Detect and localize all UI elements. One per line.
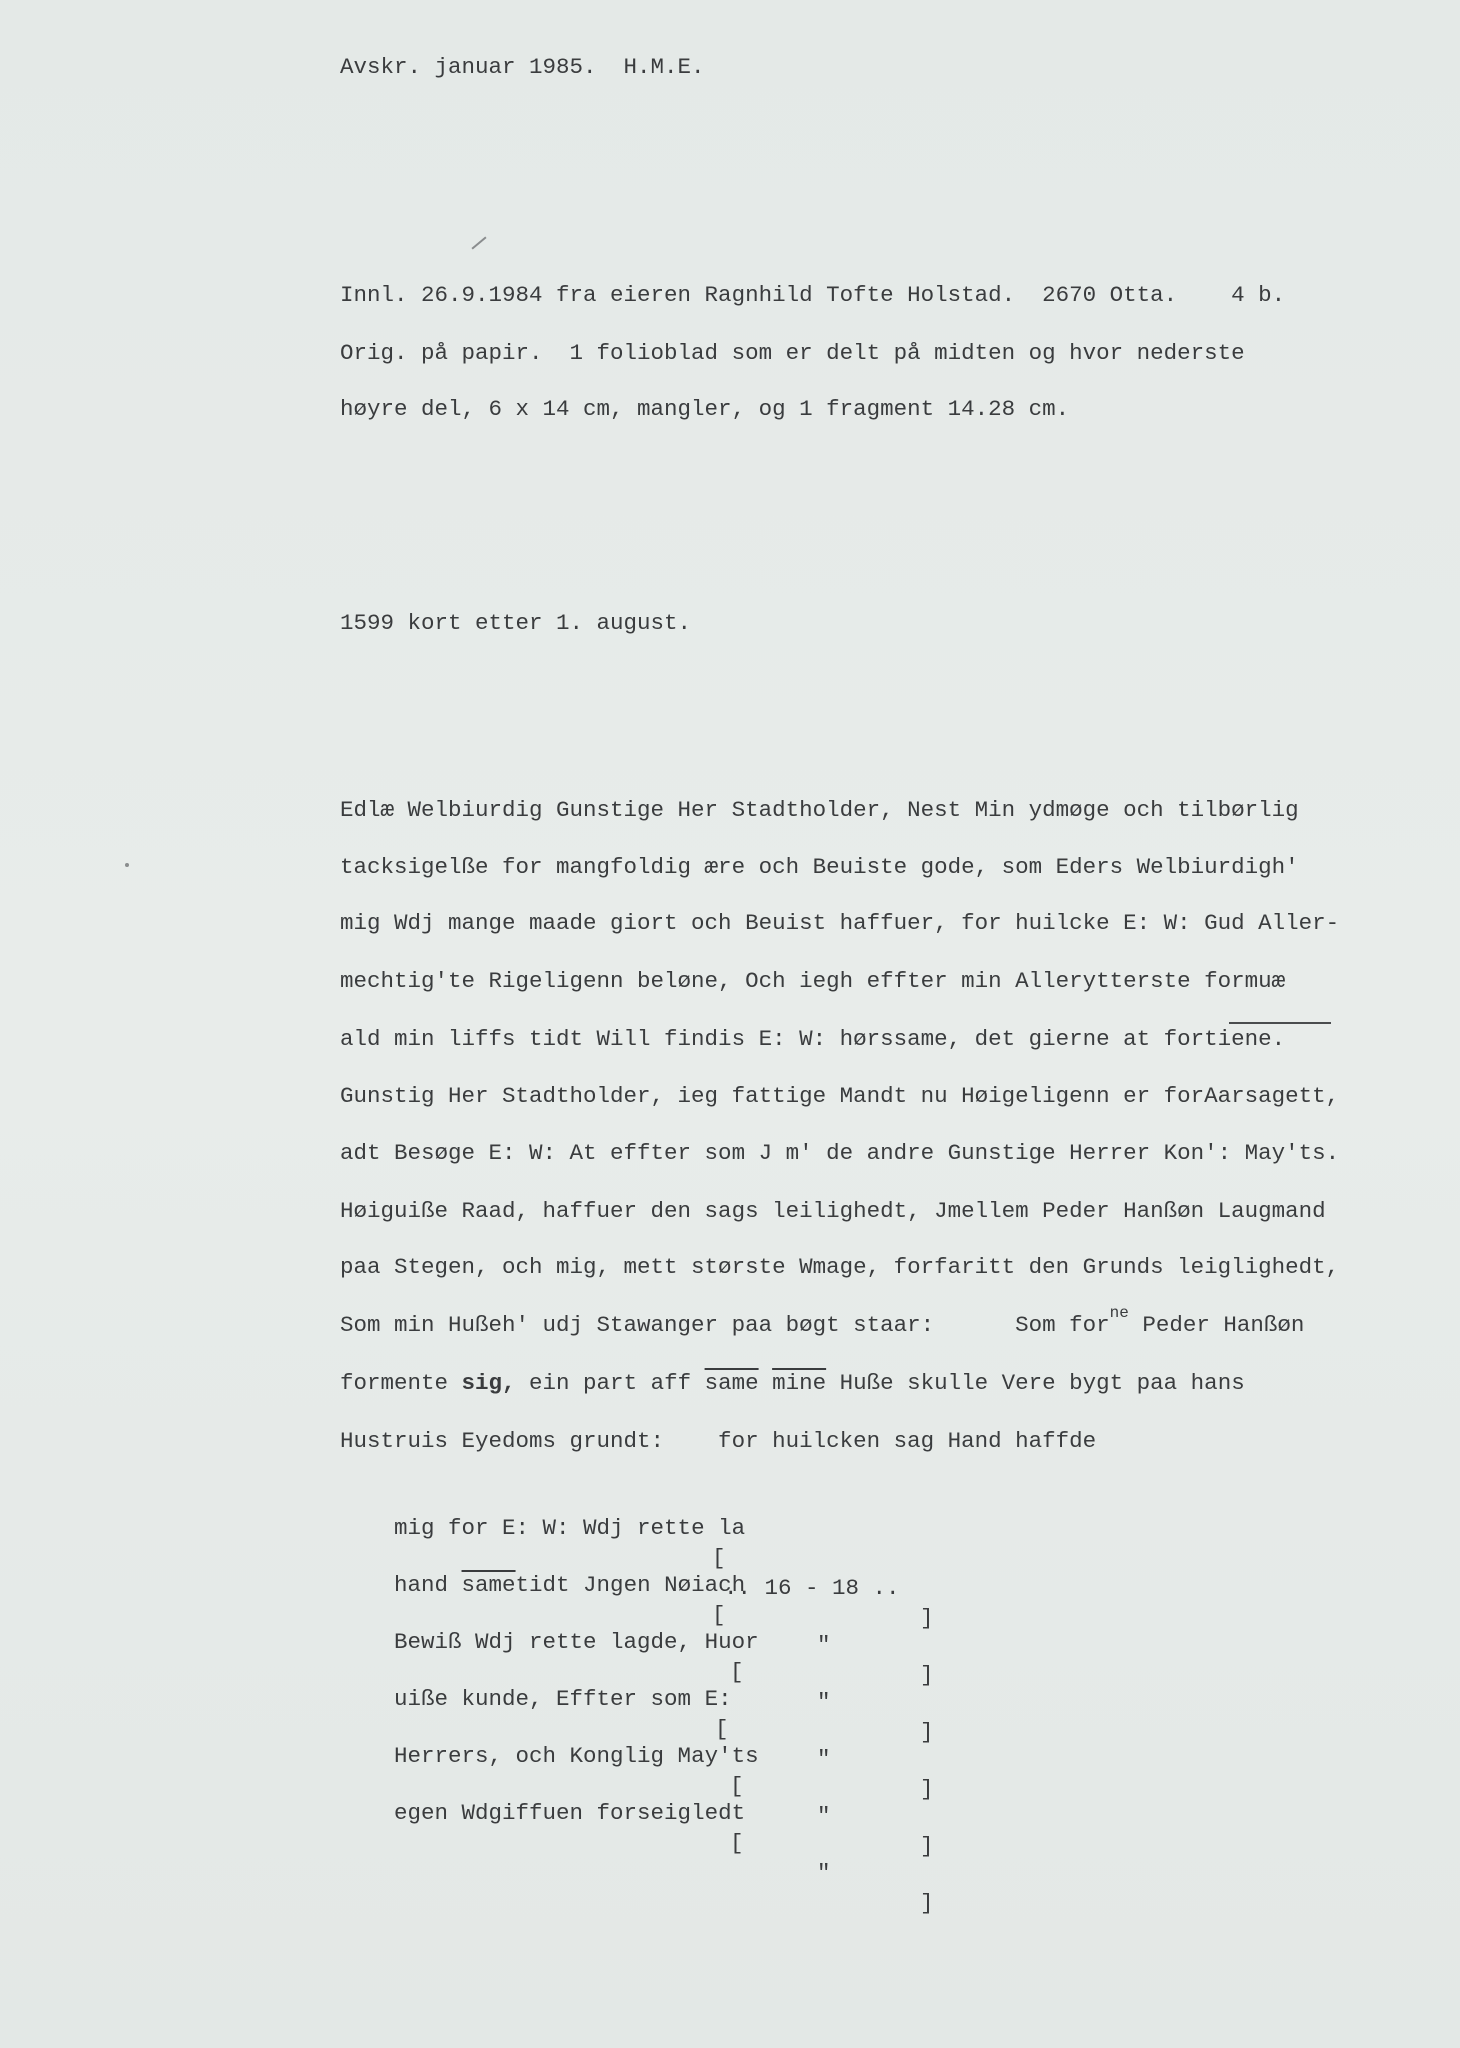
body-line-6: Gunstig Her Stadtholder, ieg fattige Mandt nu Høigeligenn er forAarsagett, xyxy=(340,1083,1340,1109)
superscript-ne: ne xyxy=(1109,1304,1129,1322)
body-line-8: Høiguiße Raad, haffuer den sags leilighedt, Jmellem Peder Hanßøn Laugmand xyxy=(340,1198,1326,1224)
bracket-close: ] xyxy=(920,1833,934,1859)
paper-speck xyxy=(125,863,129,867)
ditto-mark: " xyxy=(817,1803,831,1829)
bracket-open: [ xyxy=(712,1602,726,1628)
body-line-9: paa Stegen, och mig, mett største Wmage, forfaritt den Grunds leiglighedt, xyxy=(340,1254,1340,1280)
body-line-10-text: Som min Hußeh' udj Stawanger paa bøgt staar: Som for xyxy=(340,1312,1110,1338)
bracket-close: ] xyxy=(920,1662,934,1688)
ditto-mark: " xyxy=(817,1689,831,1715)
fragment-text: hand xyxy=(394,1572,462,1598)
word-same-overlined: same xyxy=(461,1572,516,1598)
body-line-5 xyxy=(340,1024,1285,1054)
pen-mark xyxy=(471,236,486,249)
body-line-2: tacksigelße for mangfoldig ære och Beuiste gode, som Eders Welbiurdigh' xyxy=(340,854,1299,880)
body-line-10-tail: Peder Hanßøn xyxy=(1128,1312,1305,1338)
bracket-close: ] xyxy=(920,1890,934,1916)
bracket-open: [ xyxy=(712,1545,726,1571)
body-line-11-space xyxy=(759,1370,773,1396)
bracket-close: ] xyxy=(920,1605,934,1631)
meta-line-2: Orig. på papir. 1 folioblad som er delt på midten og hvor nederste xyxy=(340,340,1245,366)
body-line-11-mid: ein part aff xyxy=(515,1370,705,1396)
bracket-close: ] xyxy=(920,1776,934,1802)
word-sig-bold: sig, xyxy=(461,1370,516,1396)
fragment-text: egen Wdgiffuen forseigledt xyxy=(394,1800,746,1826)
body-line-3: mig Wdj mange maade giort och Beuist haffuer, for huilcke E: W: Gud Aller- xyxy=(340,910,1340,936)
word-same-overlined: same xyxy=(704,1370,759,1396)
ditto-mark: " xyxy=(817,1860,831,1886)
ditto-mark: " xyxy=(817,1632,831,1658)
body-line-12: Hustruis Eyedoms grundt: for huilcken sag Hand haffde xyxy=(340,1428,1097,1454)
bracket-open: [ xyxy=(715,1716,729,1742)
body-line-11 xyxy=(340,1368,1245,1398)
meta-line-3: høyre del, 6 x 14 cm, mangler, og 1 fragment 14.28 cm. xyxy=(340,396,1070,422)
fragment-text-tail: tidt Jngen Nøiach xyxy=(515,1572,746,1598)
body-line-4: mechtig'te Rigeligenn beløne, Och iegh effter min Allerytterste formuæ xyxy=(340,968,1286,994)
word-mine-overlined: mine xyxy=(772,1370,827,1396)
fragment-text: Herrers, och Konglig May'ts xyxy=(394,1743,759,1769)
body-line-7: adt Besøge E: W: At effter som J m' de andre Gunstige Herrer Kon': May'ts. xyxy=(340,1140,1340,1166)
body-line-5-overlined: fortiene. xyxy=(1163,1026,1286,1052)
body-line-11-text: formente xyxy=(340,1370,462,1396)
meta-line-1: Innl. 26.9.1984 fra eieren Ragnhild Tofte Holstad. 2670 Otta. 4 b. xyxy=(340,282,1286,308)
body-line-10 xyxy=(340,1304,1305,1342)
fragment-text: uiße kunde, Effter som E: xyxy=(394,1686,732,1712)
fragment-row-6 xyxy=(340,1768,934,1948)
bracket-close: ] xyxy=(920,1719,934,1745)
lacuna-note: .. 16 - 18 .. xyxy=(724,1575,900,1601)
body-line-5-text: ald min liffs tidt Will findis E: W: hørssame, det gierne at xyxy=(340,1026,1164,1052)
bracket-open: [ xyxy=(730,1773,744,1799)
date-line: 1599 kort etter 1. august. xyxy=(340,610,692,636)
fragment-text: mig for E: W: Wdj rette la xyxy=(394,1515,746,1541)
bracket-open: [ xyxy=(730,1830,744,1856)
body-line-11-tail: Huße skulle Vere bygt paa hans xyxy=(826,1370,1245,1396)
transcription-header: Avskr. januar 1985. H.M.E. xyxy=(340,54,705,80)
fragment-text: Bewiß Wdj rette lagde, Huor xyxy=(394,1629,759,1655)
body-line-1: Edlæ Welbiurdig Gunstige Her Stadtholder, Nest Min ydmøge och tilbørlig xyxy=(340,797,1299,823)
ditto-mark: " xyxy=(817,1746,831,1772)
bracket-open: [ xyxy=(730,1659,744,1685)
